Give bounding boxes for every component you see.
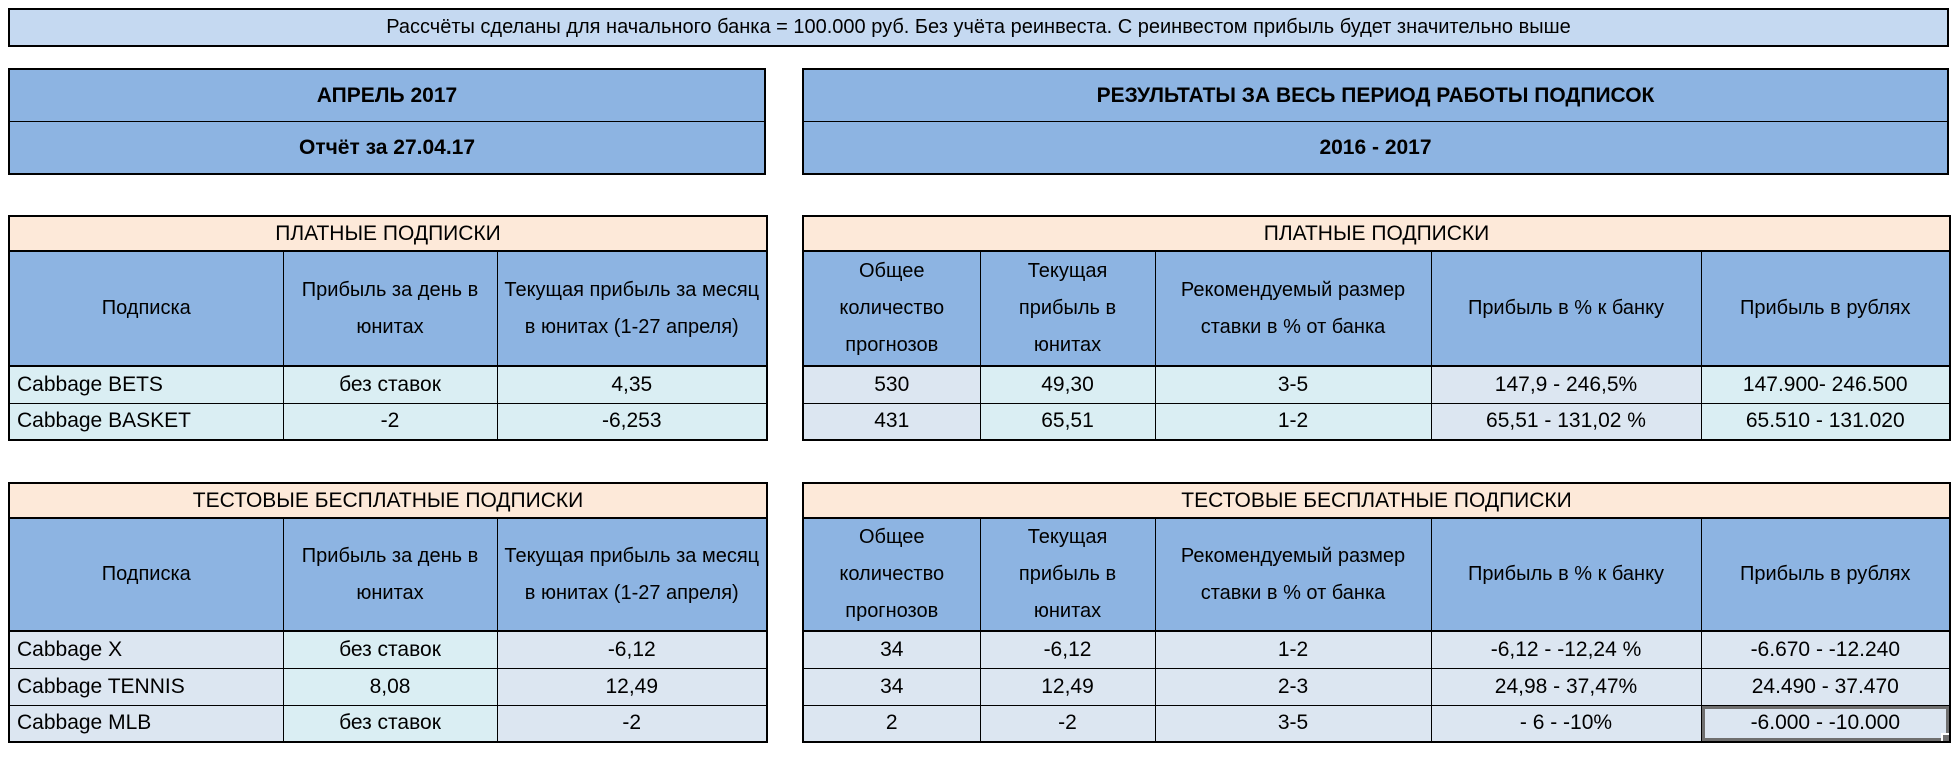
table-row [803, 668, 1950, 705]
monthly-test-table [8, 482, 768, 743]
month-report-header [8, 68, 766, 175]
column-header[interactable]: Прибыль в рублях [1701, 518, 1950, 631]
table-title-row [9, 483, 767, 518]
column-header[interactable]: Текущая прибыль за месяц в юнитах (1-27 апреля) [497, 251, 767, 366]
table-title-row [803, 216, 1950, 251]
table-cell[interactable]: 12,49 [497, 668, 767, 705]
table-row [803, 403, 1950, 440]
table-cell[interactable]: 49,30 [980, 366, 1155, 403]
table-title[interactable]: ПЛАТНЫЕ ПОДПИСКИ [803, 216, 1950, 251]
table-row [803, 631, 1950, 668]
report-date-cell[interactable] [10, 122, 764, 173]
table-cell[interactable]: 24.490 - 37.470 [1701, 668, 1950, 705]
month-title-cell[interactable] [10, 70, 764, 122]
overall-period: 2016 - 2017 [1319, 135, 1432, 159]
column-header[interactable]: Прибыль за день в юнитах [283, 251, 497, 366]
overall-paid-table [802, 215, 1951, 441]
table-header-row [803, 251, 1950, 366]
table-cell[interactable]: 24,98 - 37,47% [1431, 668, 1701, 705]
table-cell[interactable]: Cabbage X [9, 631, 283, 668]
column-header[interactable]: Текущая прибыль за месяц в юнитах (1-27 апреля) [497, 518, 767, 631]
table-header-row [803, 518, 1950, 631]
table-row [9, 668, 767, 705]
table-cell[interactable]: Cabbage BETS [9, 366, 283, 403]
table-cell[interactable]: 1-2 [1155, 631, 1431, 668]
overall-test-table [802, 482, 1951, 743]
table-cell[interactable]: 1-2 [1155, 403, 1431, 440]
table-cell[interactable]: 3-5 [1155, 705, 1431, 742]
column-header[interactable]: Текущая прибыль в юнитах [980, 251, 1155, 366]
table-cell[interactable]: Cabbage TENNIS [9, 668, 283, 705]
table-cell[interactable]: 147.900- 246.500 [1701, 366, 1950, 403]
column-header[interactable]: Подписка [9, 518, 283, 631]
table-cell[interactable]: 65,51 - 131,02 % [1431, 403, 1701, 440]
table-cell[interactable]: -6,12 [497, 631, 767, 668]
table-cell[interactable]: 8,08 [283, 668, 497, 705]
table-cell[interactable]: 65.510 - 131.020 [1701, 403, 1950, 440]
table-cell[interactable]: -6,253 [497, 403, 767, 440]
column-header[interactable]: Рекомендуемый размер ставки в % от банка [1155, 518, 1431, 631]
table-cell[interactable]: -6,12 [980, 631, 1155, 668]
table-row [9, 403, 767, 440]
column-header[interactable]: Общее количество прогнозов [803, 518, 980, 631]
table-row [803, 366, 1950, 403]
table-cell[interactable]: без ставок [283, 705, 497, 742]
table-cell[interactable]: -6,12 - -12,24 % [1431, 631, 1701, 668]
monthly-paid-table [8, 215, 768, 441]
selected-cell[interactable]: -6.000 - -10.000 [1701, 705, 1950, 742]
overall-title-cell[interactable] [804, 70, 1947, 122]
table-title-row [803, 483, 1950, 518]
table-cell[interactable]: 65,51 [980, 403, 1155, 440]
table-cell[interactable]: -2 [980, 705, 1155, 742]
table-title[interactable]: ТЕСТОВЫЕ БЕСПЛАТНЫЕ ПОДПИСКИ [9, 483, 767, 518]
table-cell[interactable]: 2-3 [1155, 668, 1431, 705]
table-title[interactable]: ТЕСТОВЫЕ БЕСПЛАТНЫЕ ПОДПИСКИ [803, 483, 1950, 518]
column-header[interactable]: Прибыль в % к банку [1431, 251, 1701, 366]
table-cell[interactable]: -2 [283, 403, 497, 440]
overall-results-header [802, 68, 1949, 175]
overall-title: РЕЗУЛЬТАТЫ ЗА ВЕСЬ ПЕРИОД РАБОТЫ ПОДПИСОК [1096, 83, 1655, 107]
table-cell[interactable]: 12,49 [980, 668, 1155, 705]
table-cell[interactable]: 147,9 - 246,5% [1431, 366, 1701, 403]
column-header[interactable]: Текущая прибыль в юнитах [980, 518, 1155, 631]
overall-period-cell[interactable] [804, 122, 1947, 173]
bank-note-banner[interactable] [8, 8, 1949, 47]
column-header[interactable]: Прибыль в рублях [1701, 251, 1950, 366]
column-header[interactable]: Прибыль за день в юнитах [283, 518, 497, 631]
table-row [9, 366, 767, 403]
table-title[interactable]: ПЛАТНЫЕ ПОДПИСКИ [9, 216, 767, 251]
table-row [803, 705, 1950, 742]
column-header[interactable]: Общее количество прогнозов [803, 251, 980, 366]
table-row [9, 631, 767, 668]
column-header[interactable]: Подписка [9, 251, 283, 366]
table-cell[interactable]: Cabbage MLB [9, 705, 283, 742]
table-cell[interactable]: 530 [803, 366, 980, 403]
table-cell[interactable]: 3-5 [1155, 366, 1431, 403]
table-header-row [9, 518, 767, 631]
table-cell[interactable]: -2 [497, 705, 767, 742]
table-header-row [9, 251, 767, 366]
table-cell[interactable]: 2 [803, 705, 980, 742]
table-cell[interactable]: 34 [803, 668, 980, 705]
column-header[interactable]: Рекомендуемый размер ставки в % от банка [1155, 251, 1431, 366]
column-header[interactable]: Прибыль в % к банку [1431, 518, 1701, 631]
bank-note-text: Рассчёты сделаны для начального банка = 100.000 руб. Без учёта реинвеста. С реинвестом прибыль будет значительно выше [386, 16, 1571, 38]
table-cell[interactable]: 4,35 [497, 366, 767, 403]
table-cell[interactable]: -6.670 - -12.240 [1701, 631, 1950, 668]
table-cell[interactable]: Cabbage BASKET [9, 403, 283, 440]
table-cell[interactable]: без ставок [283, 366, 497, 403]
report-date: Отчёт за 27.04.17 [298, 135, 476, 159]
table-cell[interactable]: 431 [803, 403, 980, 440]
table-cell[interactable]: без ставок [283, 631, 497, 668]
month-title: АПРЕЛЬ 2017 [316, 83, 458, 107]
table-cell[interactable]: 34 [803, 631, 980, 668]
table-cell[interactable]: - 6 - -10% [1431, 705, 1701, 742]
table-title-row [9, 216, 767, 251]
table-row [9, 705, 767, 742]
